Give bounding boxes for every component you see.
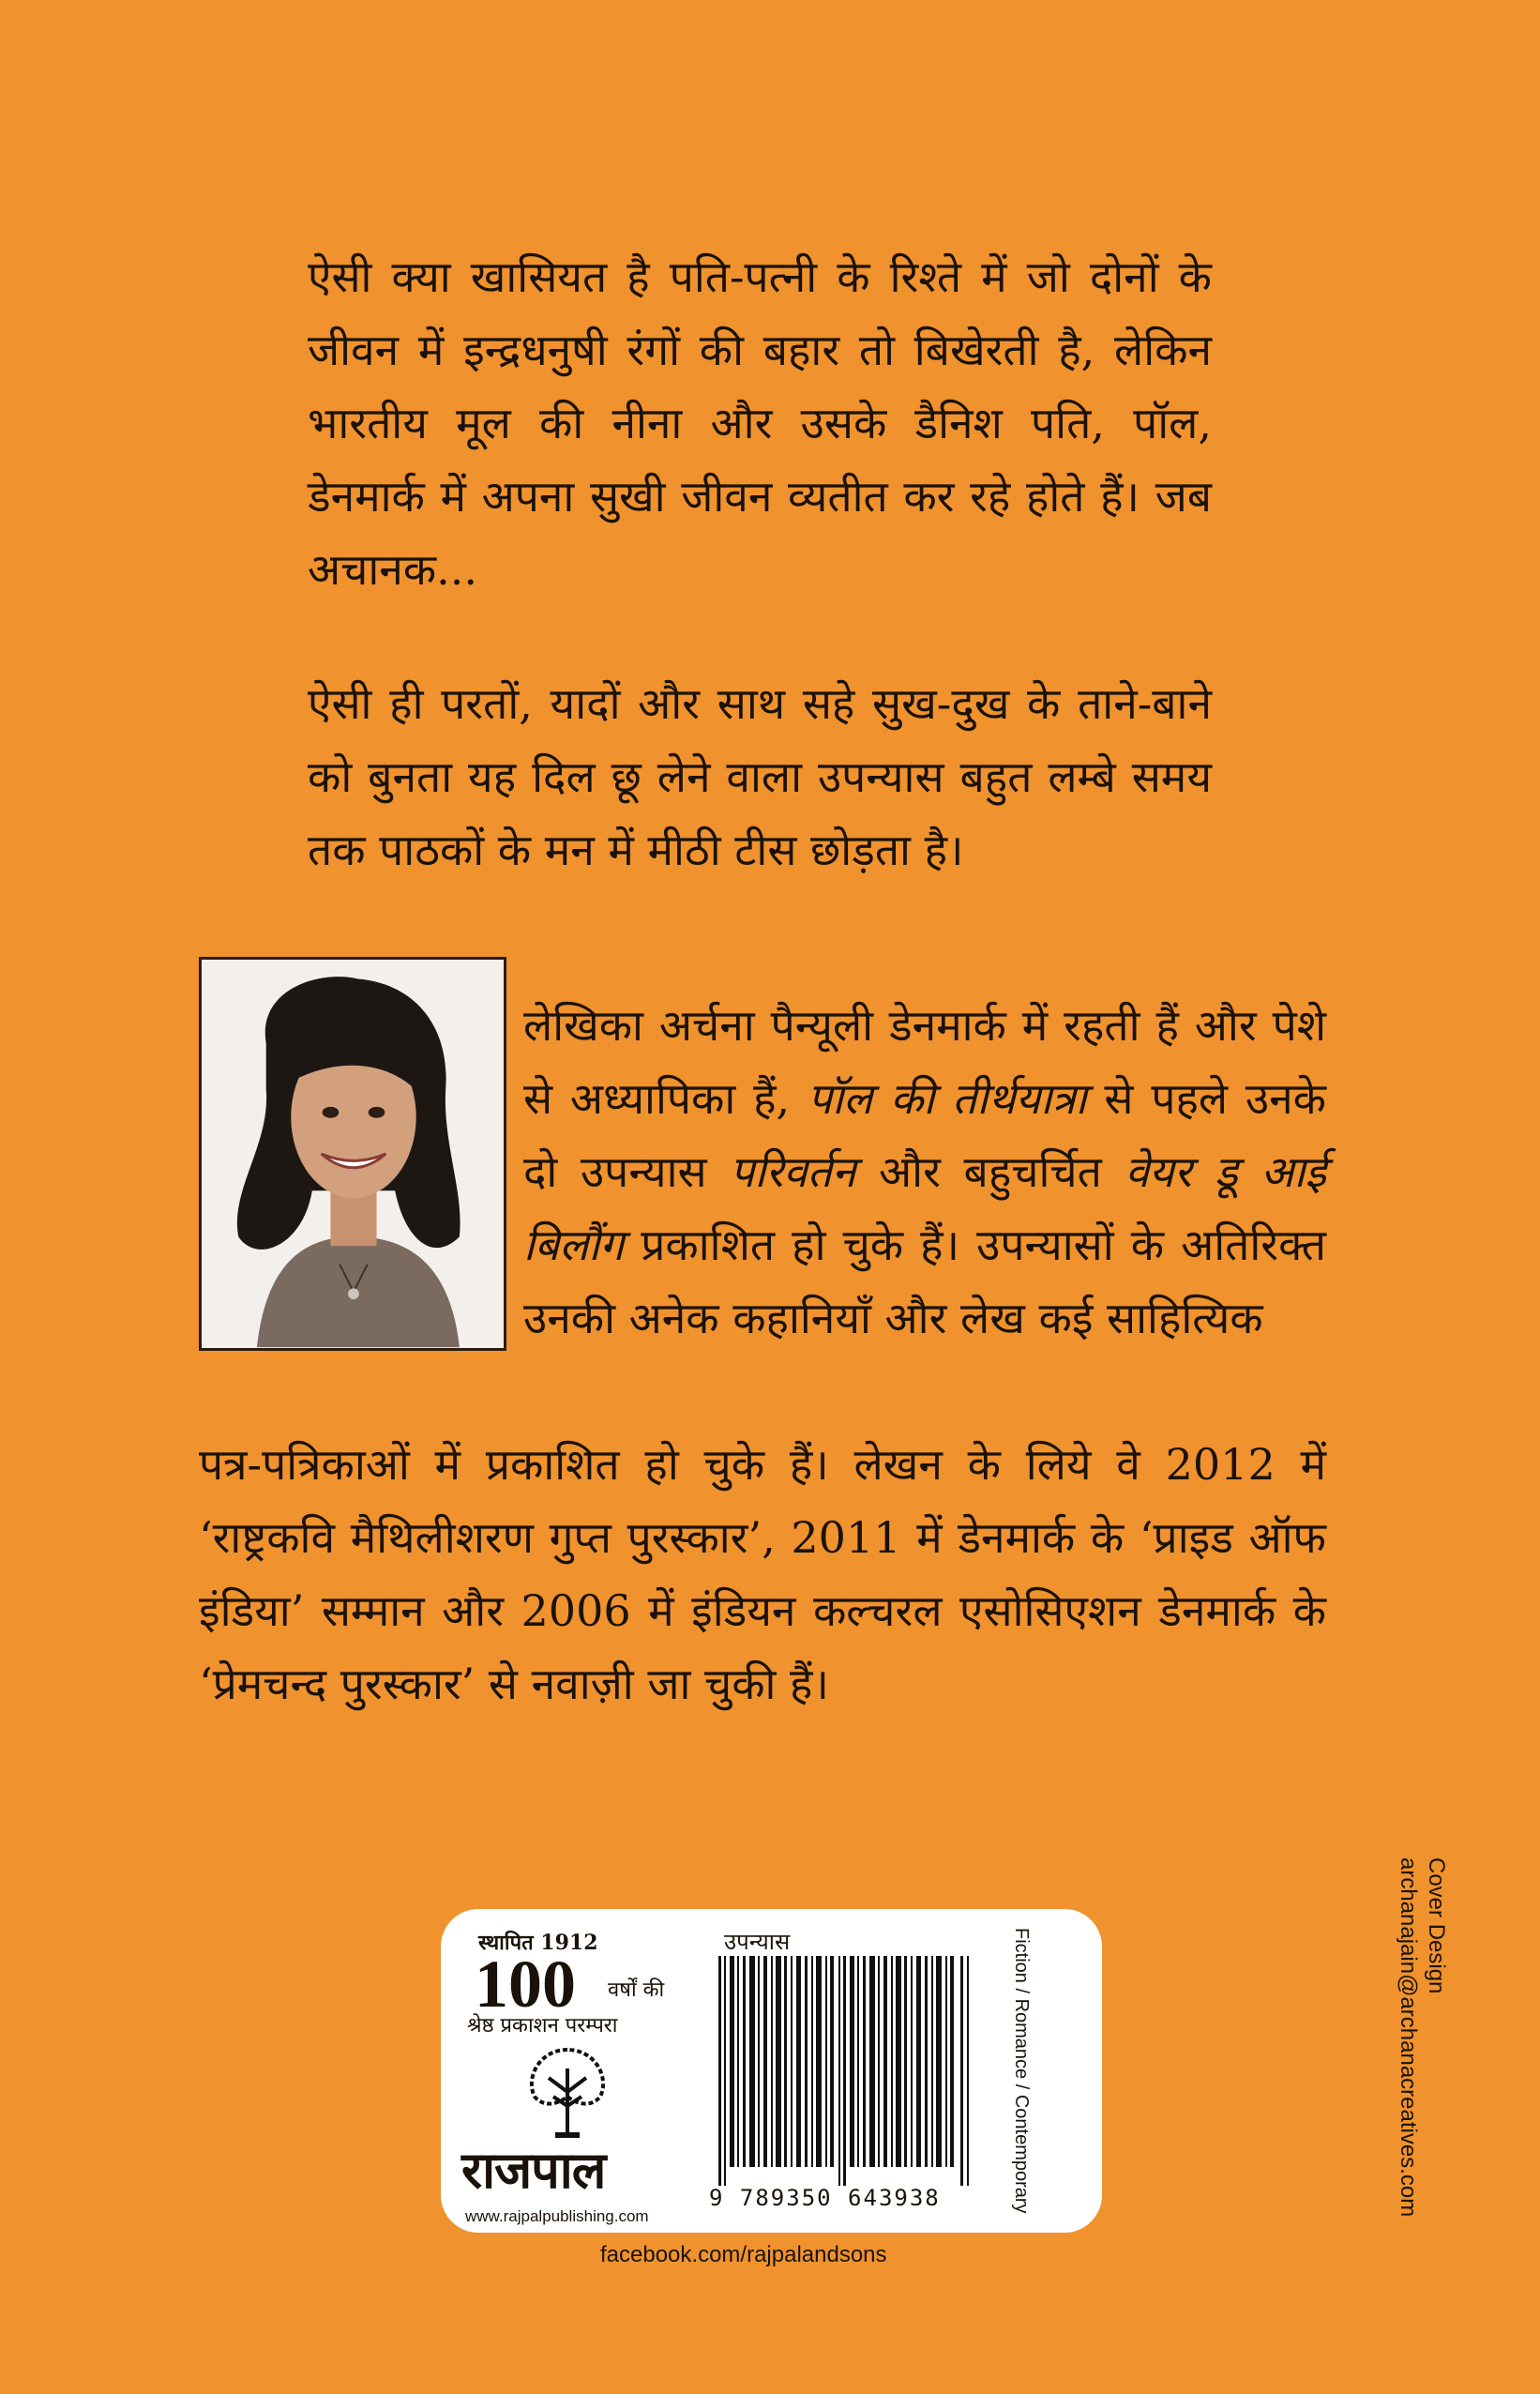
author-portrait-illustration xyxy=(202,960,504,1348)
author-bio-text-2: से पहले उनके दो उपन्यास xyxy=(523,1073,1326,1197)
book-title-where-do-i-belong: वेयर डू आई बिलौंग xyxy=(523,1146,1326,1270)
publisher-years-number: 100 xyxy=(475,1947,576,2022)
author-bio-text-1: लेखिका अर्चना पैन्यूली डेनमार्क में रहती हैं और पेशे से अध्यापिका हैं, xyxy=(523,1000,1326,1124)
author-bio-text-4: प्रकाशित हो चुके हैं। उपन्यासों के अतिरिक्त उनकी अनेक कहानियाँ और लेख कई साहित्यिक xyxy=(523,1220,1326,1343)
book-title-parivartan: परिवर्तन xyxy=(730,1146,856,1197)
genre-english-label: Fiction / Romance / Contemporary xyxy=(1011,1928,1032,2214)
publisher-brand: राजपाल xyxy=(461,2141,606,2200)
author-bio-wrapped xyxy=(523,989,1326,1355)
tree-logo-icon xyxy=(516,2040,619,2144)
cover-design-credit xyxy=(1394,1857,1450,2233)
publisher-website: www.rajpalpublishing.com xyxy=(465,2207,649,2225)
author-bio-awards: पत्र-पत्रिकाओं में प्रकाशित हो चुके हैं। लेखन के लिये वे 2012 में ‘राष्ट्रकवि मैथिलीशरण गुप्त पुरस्कार’, 2011 में डेनमार्क के ‘प्राइड ऑफ इंडिया’ सम्मान और 2006 में इंडियन कल्चरल एसोसिएशन डेनमार्क के ‘प्रेमचन्द पुरस्कार’ से नवाज़ी जा चुकी हैं। xyxy=(199,1439,1326,1709)
publisher-years-text: वर्षों की xyxy=(608,1978,665,2002)
author-bio-text-3: और बहुचर्चित xyxy=(855,1146,1125,1197)
blurb-paragraph-1: ऐसी क्या खासियत है पति-पत्नी के रिश्ते में जो दोनों के जीवन में इन्द्रधनुषी रंगों की बहार तो बिखेरती है, लेकिन भारतीय मूल की नीना और उसके डैनिश पति, पॉल, डेनमार्क में अपना सुखी जीवन व्यतीत कर रहे होते हैं। जब अचानक... xyxy=(308,251,1212,595)
blurb-paragraph-2: ऐसी ही परतों, यादों और साथ सहे सुख-दुख के ताने-बाने को बुनता यह दिल छू लेने वाला उपन्यास बहुत लम्बे समय तक पाठकों के मन में मीठी टीस छोड़ता है। xyxy=(308,678,1212,875)
author-photo xyxy=(199,957,506,1351)
facebook-link[interactable]: facebook.com/rajpalandsons xyxy=(600,2242,887,2267)
cover-design-label: Cover Design xyxy=(1424,1857,1449,1994)
book-title-current: पॉल की तीर्थयात्रा xyxy=(807,1073,1087,1124)
isbn-number: 9 789350 643938 xyxy=(709,2185,941,2211)
barcode-icon xyxy=(718,1956,974,2186)
publisher-logo-block xyxy=(441,1909,694,2233)
publisher-barcode-card xyxy=(441,1909,1102,2233)
publisher-tradition: श्रेष्ठ प्रकाशन परम्परा xyxy=(467,2014,618,2038)
genre-hindi-label: उपन्यास xyxy=(724,1929,791,1955)
publisher-established: स्थापित 1912 xyxy=(478,1931,598,1955)
cover-design-email: archanajain@archanacreatives.com xyxy=(1396,1857,1421,2218)
